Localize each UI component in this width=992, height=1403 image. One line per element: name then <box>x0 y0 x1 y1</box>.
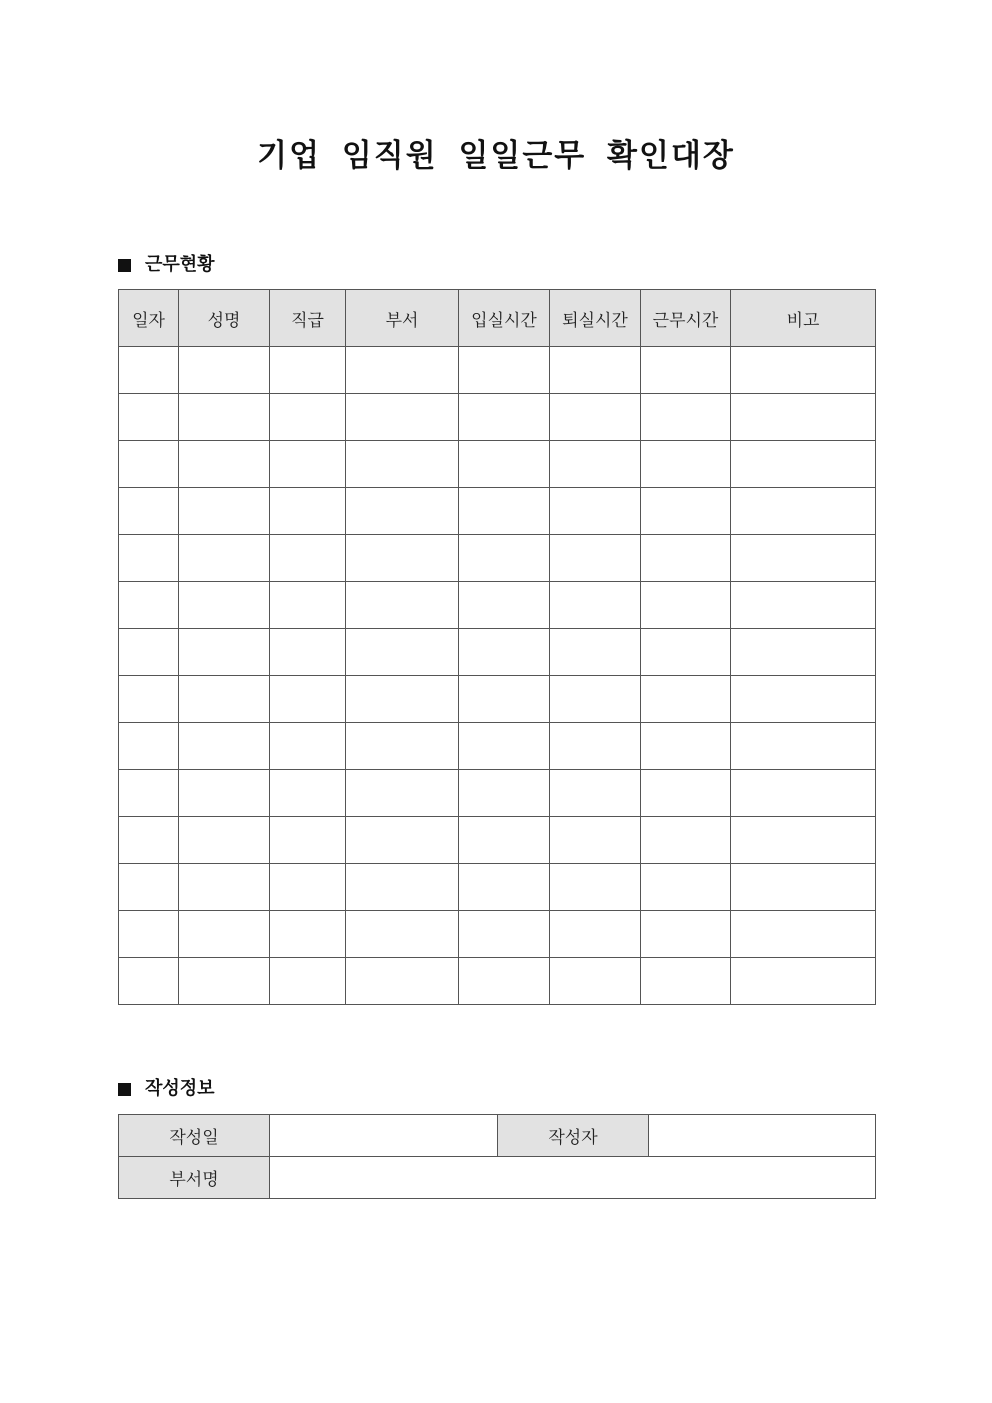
department-cell[interactable] <box>346 958 459 1005</box>
department-cell[interactable] <box>346 770 459 817</box>
department-cell[interactable] <box>346 723 459 770</box>
position-cell[interactable] <box>270 582 346 629</box>
table-row <box>119 394 876 441</box>
department-cell[interactable] <box>346 629 459 676</box>
date-cell[interactable] <box>119 770 179 817</box>
position-cell[interactable] <box>270 958 346 1005</box>
section-heading-info-label: 작성정보 <box>145 1078 215 1099</box>
check-in-cell[interactable] <box>459 723 550 770</box>
header-name: 성명 <box>179 290 270 347</box>
check-in-cell[interactable] <box>459 817 550 864</box>
department-name-field[interactable] <box>270 1157 876 1199</box>
square-bullet-icon <box>118 259 131 272</box>
name-cell[interactable] <box>179 629 270 676</box>
department-cell[interactable] <box>346 676 459 723</box>
position-cell[interactable] <box>270 817 346 864</box>
date-cell[interactable] <box>119 864 179 911</box>
name-cell[interactable] <box>179 582 270 629</box>
work-status-table <box>118 289 876 1005</box>
header-work-hours: 근무시간 <box>641 290 731 347</box>
check-in-cell[interactable] <box>459 770 550 817</box>
check-out-cell[interactable] <box>550 958 641 1005</box>
check-in-cell[interactable] <box>459 958 550 1005</box>
work-hours-cell[interactable] <box>641 582 731 629</box>
check-out-cell[interactable] <box>550 347 641 394</box>
date-label: 작성일 <box>119 1115 270 1157</box>
department-cell[interactable] <box>346 535 459 582</box>
check-out-cell[interactable] <box>550 488 641 535</box>
remarks-cell[interactable] <box>731 676 876 723</box>
check-in-cell[interactable] <box>459 676 550 723</box>
date-cell[interactable] <box>119 488 179 535</box>
name-cell[interactable] <box>179 394 270 441</box>
work-hours-cell[interactable] <box>641 676 731 723</box>
section-heading-work-label: 근무현황 <box>145 254 215 275</box>
position-cell[interactable] <box>270 770 346 817</box>
date-cell[interactable] <box>119 394 179 441</box>
table-row <box>119 441 876 488</box>
header-department: 부서 <box>346 290 459 347</box>
name-cell[interactable] <box>179 347 270 394</box>
check-out-cell[interactable] <box>550 629 641 676</box>
remarks-cell[interactable] <box>731 394 876 441</box>
table-row <box>119 488 876 535</box>
author-field[interactable] <box>649 1115 876 1157</box>
check-out-cell[interactable] <box>550 582 641 629</box>
check-in-cell[interactable] <box>459 535 550 582</box>
name-cell[interactable] <box>179 770 270 817</box>
check-in-cell[interactable] <box>459 911 550 958</box>
check-out-cell[interactable] <box>550 817 641 864</box>
name-cell[interactable] <box>179 817 270 864</box>
position-cell[interactable] <box>270 864 346 911</box>
check-in-cell[interactable] <box>459 864 550 911</box>
info-row-date-author <box>119 1115 876 1157</box>
remarks-cell[interactable] <box>731 958 876 1005</box>
department-name-label: 부서명 <box>119 1157 270 1199</box>
work-hours-cell[interactable] <box>641 535 731 582</box>
position-cell[interactable] <box>270 394 346 441</box>
date-cell[interactable] <box>119 629 179 676</box>
check-out-cell[interactable] <box>550 676 641 723</box>
table-row <box>119 723 876 770</box>
date-cell[interactable] <box>119 911 179 958</box>
name-cell[interactable] <box>179 958 270 1005</box>
name-cell[interactable] <box>179 488 270 535</box>
department-cell[interactable] <box>346 347 459 394</box>
check-in-cell[interactable] <box>459 441 550 488</box>
remarks-cell[interactable] <box>731 770 876 817</box>
date-cell[interactable] <box>119 723 179 770</box>
department-cell[interactable] <box>346 394 459 441</box>
work-hours-cell[interactable] <box>641 441 731 488</box>
remarks-cell[interactable] <box>731 723 876 770</box>
date-cell[interactable] <box>119 535 179 582</box>
info-row-department <box>119 1157 876 1199</box>
remarks-cell[interactable] <box>731 347 876 394</box>
work-hours-cell[interactable] <box>641 864 731 911</box>
name-cell[interactable] <box>179 676 270 723</box>
table-row <box>119 676 876 723</box>
work-hours-cell[interactable] <box>641 817 731 864</box>
table-row <box>119 770 876 817</box>
position-cell[interactable] <box>270 723 346 770</box>
work-hours-cell[interactable] <box>641 488 731 535</box>
check-in-cell[interactable] <box>459 582 550 629</box>
position-cell[interactable] <box>270 629 346 676</box>
table-row <box>119 817 876 864</box>
page-title: 기업 임직원 일일근무 확인대장 <box>257 138 735 174</box>
table-row <box>119 582 876 629</box>
remarks-cell[interactable] <box>731 535 876 582</box>
table-row <box>119 958 876 1005</box>
work-hours-cell[interactable] <box>641 911 731 958</box>
check-out-cell[interactable] <box>550 535 641 582</box>
table-row <box>119 535 876 582</box>
check-out-cell[interactable] <box>550 441 641 488</box>
department-cell[interactable] <box>346 817 459 864</box>
header-date: 일자 <box>119 290 179 347</box>
remarks-cell[interactable] <box>731 441 876 488</box>
department-cell[interactable] <box>346 864 459 911</box>
work-hours-cell[interactable] <box>641 394 731 441</box>
table-row <box>119 864 876 911</box>
department-cell[interactable] <box>346 582 459 629</box>
remarks-cell[interactable] <box>731 817 876 864</box>
position-cell[interactable] <box>270 441 346 488</box>
remarks-cell[interactable] <box>731 488 876 535</box>
department-cell[interactable] <box>346 911 459 958</box>
check-out-cell[interactable] <box>550 770 641 817</box>
work-hours-cell[interactable] <box>641 723 731 770</box>
work-hours-cell[interactable] <box>641 347 731 394</box>
department-cell[interactable] <box>346 488 459 535</box>
name-cell[interactable] <box>179 441 270 488</box>
check-out-cell[interactable] <box>550 864 641 911</box>
position-cell[interactable] <box>270 911 346 958</box>
header-remarks: 비고 <box>731 290 876 347</box>
position-cell[interactable] <box>270 676 346 723</box>
date-cell[interactable] <box>119 582 179 629</box>
work-hours-cell[interactable] <box>641 770 731 817</box>
work-hours-cell[interactable] <box>641 958 731 1005</box>
position-cell[interactable] <box>270 488 346 535</box>
header-position: 직급 <box>270 290 346 347</box>
table-row <box>119 347 876 394</box>
table-header-row <box>119 290 876 347</box>
header-check-out-time: 퇴실시간 <box>550 290 641 347</box>
remarks-cell[interactable] <box>731 629 876 676</box>
header-check-in-time: 입실시간 <box>459 290 550 347</box>
check-out-cell[interactable] <box>550 911 641 958</box>
position-cell[interactable] <box>270 347 346 394</box>
table-row <box>119 911 876 958</box>
date-cell[interactable] <box>119 817 179 864</box>
department-cell[interactable] <box>346 441 459 488</box>
author-label: 작성자 <box>498 1115 649 1157</box>
check-out-cell[interactable] <box>550 723 641 770</box>
section-heading-info <box>118 1076 215 1102</box>
check-in-cell[interactable] <box>459 488 550 535</box>
date-cell[interactable] <box>119 347 179 394</box>
check-in-cell[interactable] <box>459 347 550 394</box>
table-row <box>119 629 876 676</box>
remarks-cell[interactable] <box>731 582 876 629</box>
section-heading-work <box>118 252 215 278</box>
remarks-cell[interactable] <box>731 911 876 958</box>
work-hours-cell[interactable] <box>641 629 731 676</box>
check-in-cell[interactable] <box>459 394 550 441</box>
name-cell[interactable] <box>179 864 270 911</box>
name-cell[interactable] <box>179 535 270 582</box>
date-field[interactable] <box>270 1115 498 1157</box>
check-out-cell[interactable] <box>550 394 641 441</box>
name-cell[interactable] <box>179 723 270 770</box>
date-cell[interactable] <box>119 958 179 1005</box>
date-cell[interactable] <box>119 441 179 488</box>
name-cell[interactable] <box>179 911 270 958</box>
remarks-cell[interactable] <box>731 864 876 911</box>
position-cell[interactable] <box>270 535 346 582</box>
date-cell[interactable] <box>119 676 179 723</box>
check-in-cell[interactable] <box>459 629 550 676</box>
square-bullet-icon <box>118 1083 131 1096</box>
author-info-table <box>118 1114 876 1199</box>
